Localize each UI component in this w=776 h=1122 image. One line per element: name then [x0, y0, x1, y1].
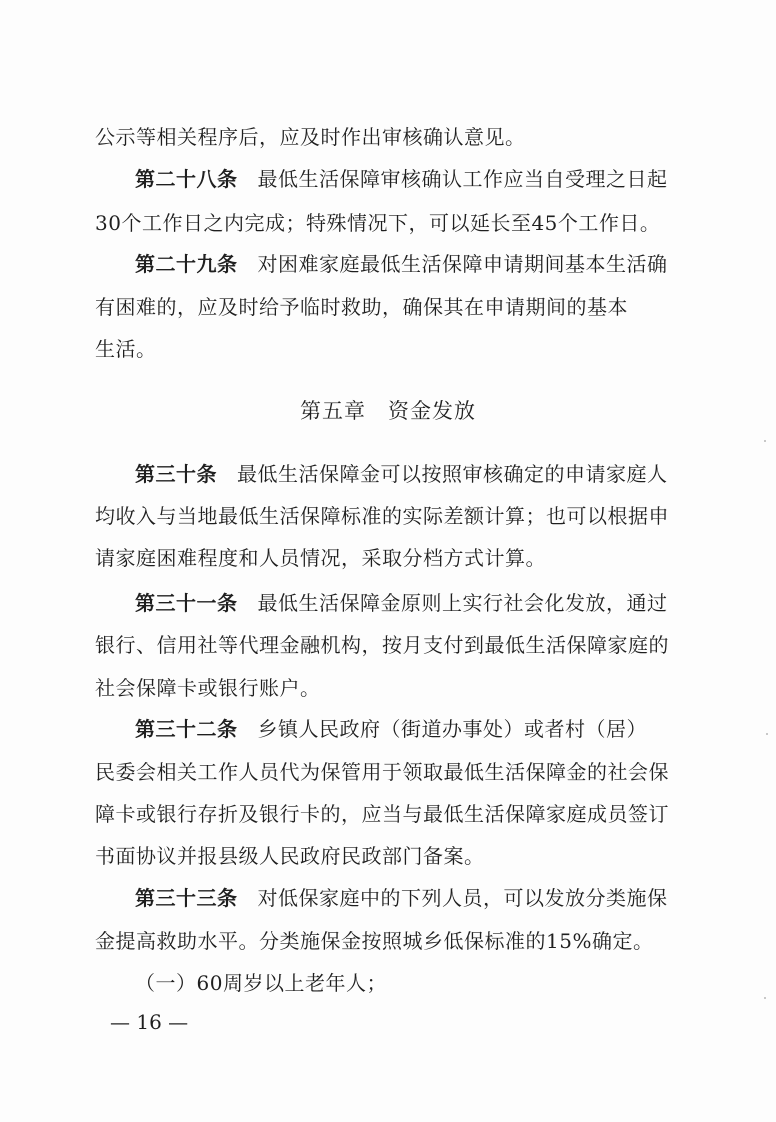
article-29-text: 对困难家庭最低生活保障申请期间基本生活确 — [257, 252, 668, 276]
paragraph-line: 社会保障卡或银行账户。 — [95, 676, 321, 700]
article-30-number: 第三十条 — [135, 462, 217, 486]
article-28-number: 第二十八条 — [135, 167, 238, 191]
paragraph-line: 30个工作日之内完成；特殊情况下，可以延长至45个工作日。 — [95, 211, 661, 235]
chapter-title: 资金发放 — [388, 399, 476, 423]
paragraph-line: 有困难的，应及时给予临时救助，确保其在申请期间的基本 — [95, 295, 628, 319]
scan-speck — [764, 440, 766, 442]
article-31-text: 最低生活保障金原则上实行社会化发放，通过 — [257, 591, 668, 615]
article-30-text: 最低生活保障金可以按照审核确定的申请家庭人 — [237, 462, 668, 486]
article-33-number: 第三十三条 — [135, 886, 238, 910]
article-29-number: 第二十九条 — [135, 252, 238, 276]
article-30-line — [135, 461, 725, 487]
list-item: （一）60周岁以上老年人； — [135, 971, 387, 995]
paragraph-line: 银行、信用社等代理金融机构，按月支付到最低生活保障家庭的 — [95, 633, 669, 657]
paragraph-line: 障卡或银行存折及银行卡的，应当与最低生活保障家庭成员签订 — [95, 802, 669, 826]
article-31-line — [135, 590, 725, 616]
article-31-number: 第三十一条 — [135, 591, 238, 615]
article-29-line — [135, 251, 725, 277]
article-32-number: 第三十二条 — [135, 717, 238, 741]
chapter-heading — [0, 397, 776, 425]
article-28-text: 最低生活保障审核确认工作应当自受理之日起 — [257, 167, 668, 191]
chapter-number: 第五章 — [300, 399, 366, 423]
paragraph-line: 公示等相关程序后，应及时作出审核确认意见。 — [95, 125, 526, 149]
page-number: — 16 — — [110, 1010, 189, 1034]
paragraph-line: 请家庭困难程度和人员情况，采取分档方式计算。 — [95, 546, 546, 570]
paragraph-line: 书面协议并报县级人民政府民政部门备案。 — [95, 844, 485, 868]
paragraph-line: 民委会相关工作人员代为保管用于领取最低生活保障金的社会保 — [95, 760, 669, 784]
article-33-line — [135, 885, 725, 911]
paragraph-line: 金提高救助水平。分类施保金按照城乡低保标准的15%确定。 — [95, 929, 654, 953]
scan-speck — [766, 733, 768, 735]
paragraph-line: 均收入与当地最低生活保障标准的实际差额计算；也可以根据申 — [95, 504, 669, 528]
article-32-line — [135, 716, 725, 742]
scan-speck — [764, 997, 766, 999]
article-32-text: 乡镇人民政府（街道办事处）或者村（居） — [257, 717, 647, 741]
article-33-text: 对低保家庭中的下列人员，可以发放分类施保 — [257, 886, 668, 910]
paragraph-line: 生活。 — [95, 337, 157, 361]
article-28-line — [135, 166, 725, 192]
